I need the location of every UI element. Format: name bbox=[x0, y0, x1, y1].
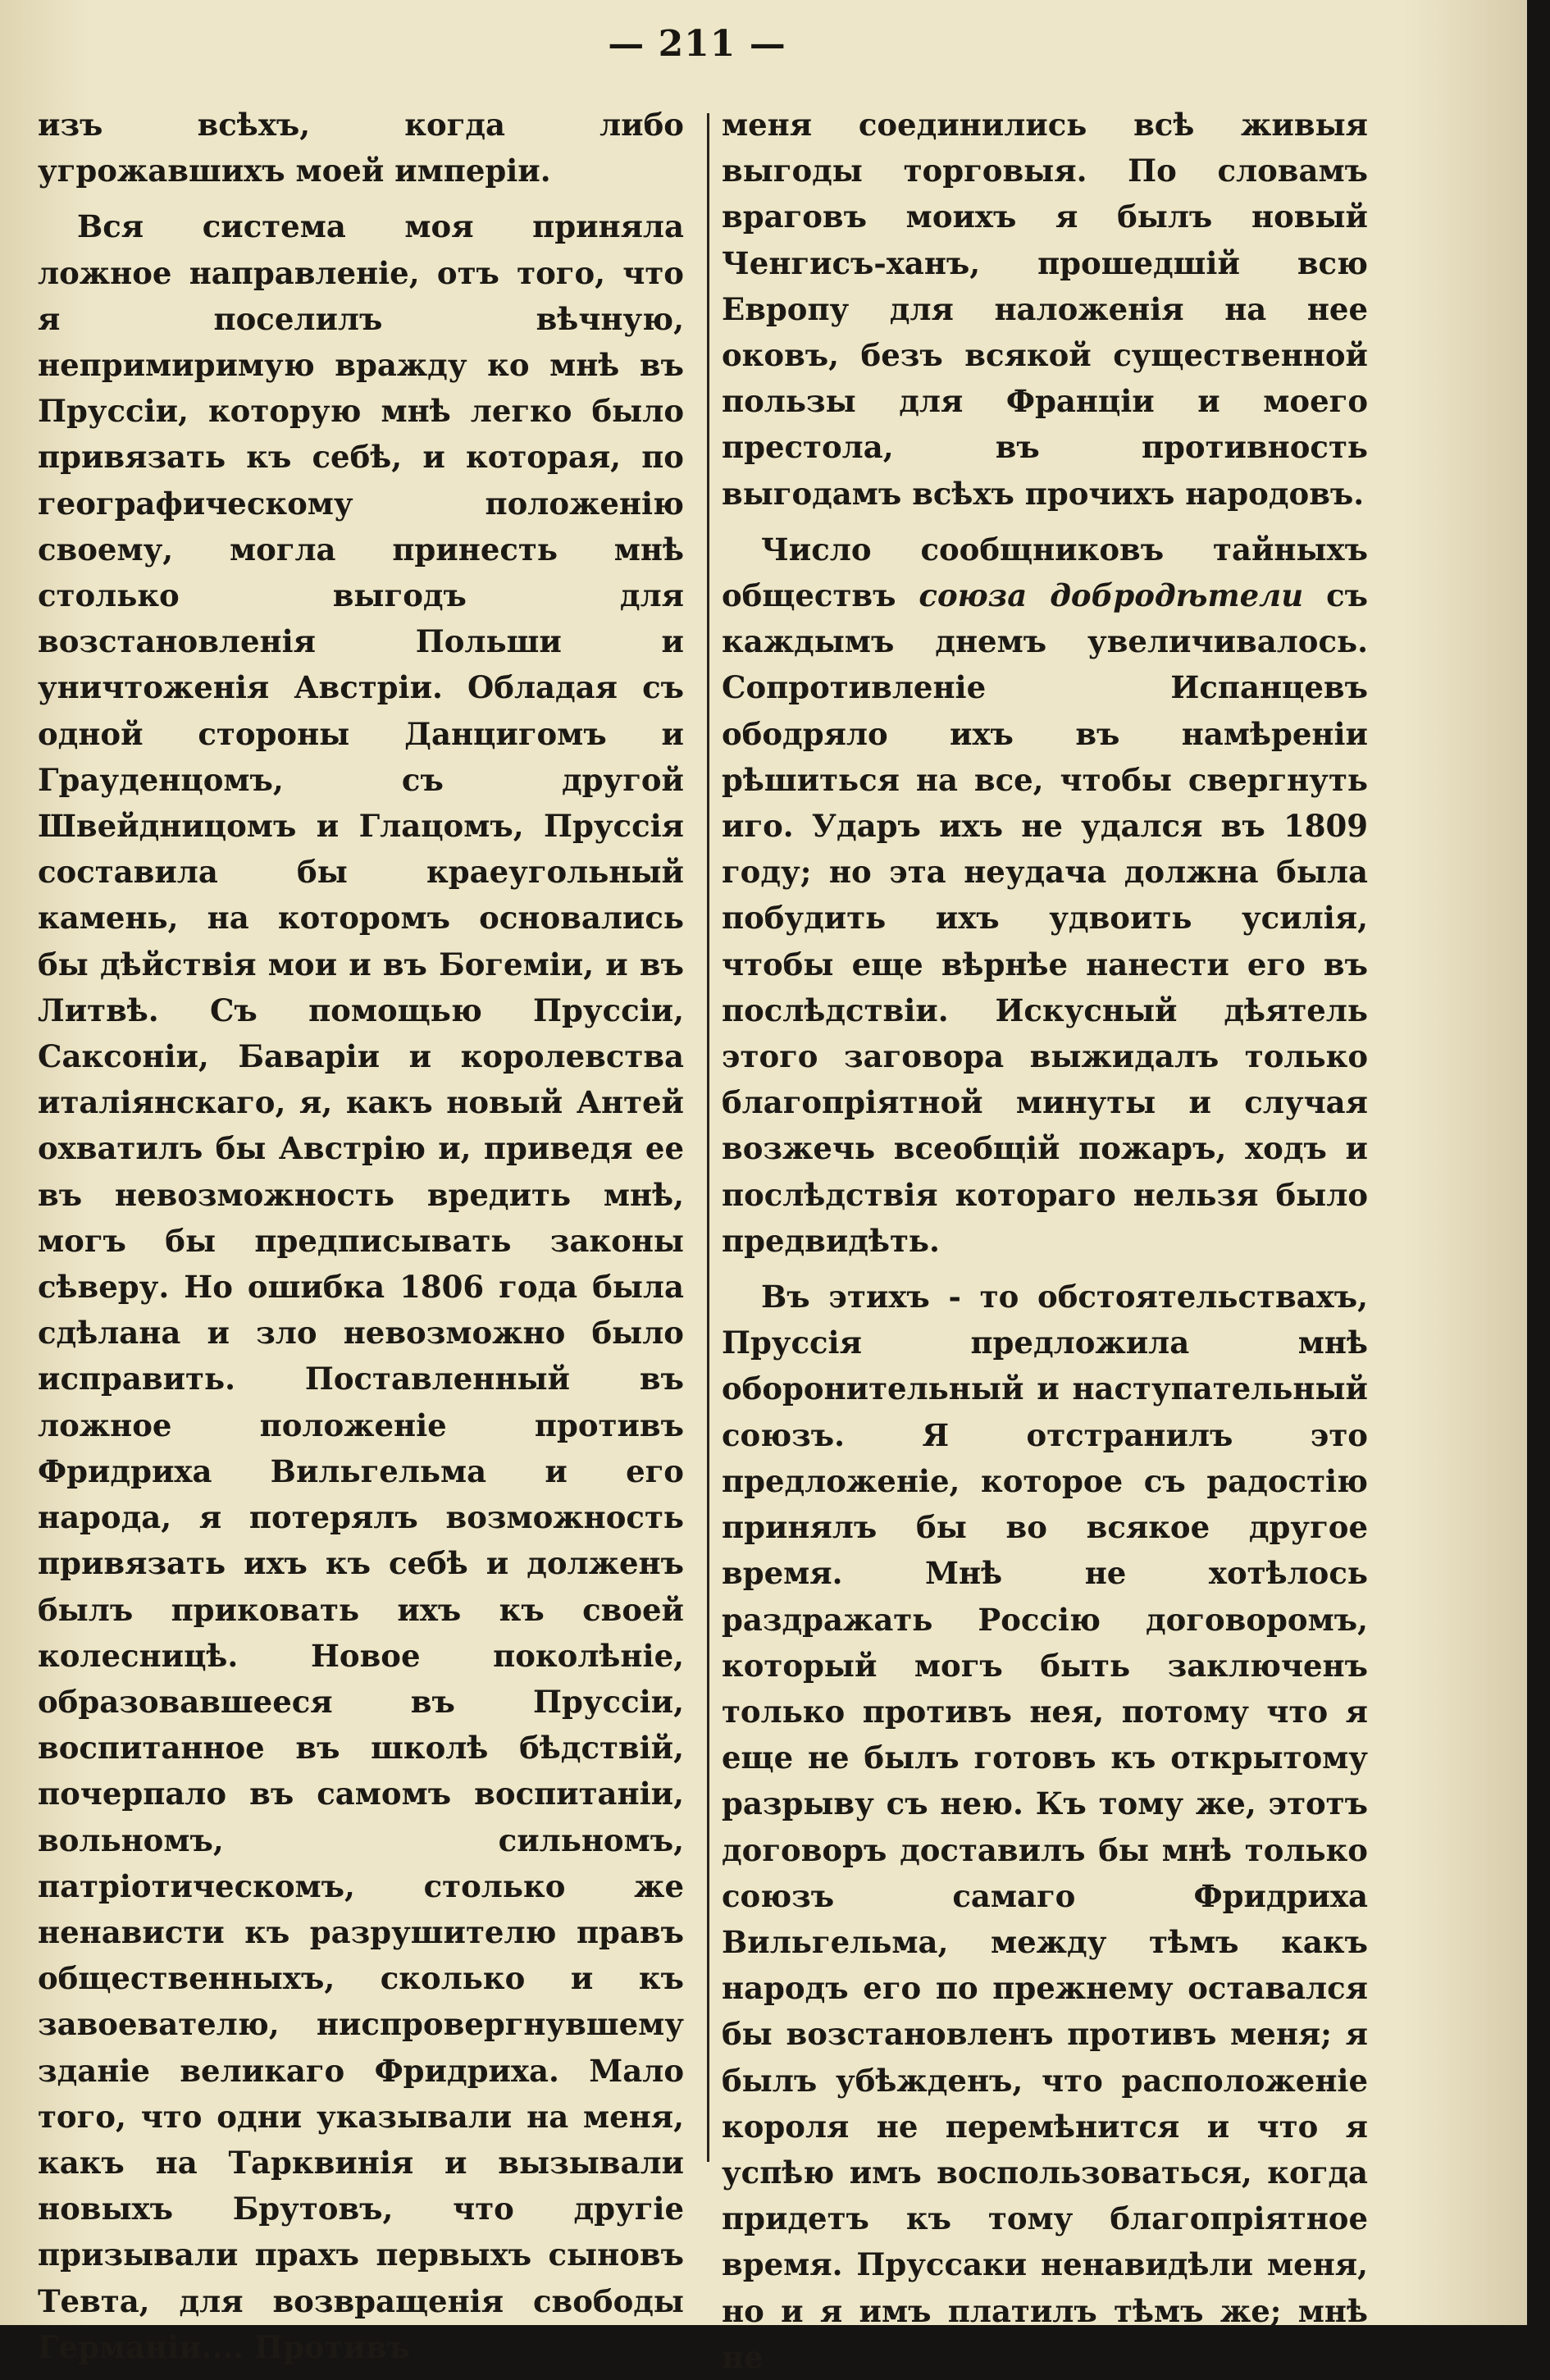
left-paragraph-1: изъ всѣхъ, когда либо угрожавшихъ моей имперіи. bbox=[38, 107, 684, 189]
right-column bbox=[722, 102, 1368, 2380]
right-paragraph-2 bbox=[722, 527, 1368, 1264]
right-paragraph-2-rest: съ каждымъ днемъ увеличивалось. Сопротивленіе Испанцевъ ободряло ихъ въ намѣреніи рѣшиться на все, чтобы свергнуть иго. Ударъ ихъ не удался въ 1809 году; но эта неудача должна была побудить ихъ удвоить усилія, чтобы еще вѣрнѣе нанести его въ послѣдствіи. Искусный дѣятель этого заговора выжидалъ только благопріятной минуты и случая возжечь всеобщій пожаръ, ходъ и послѣдствія котораго нельзя было предвидѣть. bbox=[722, 577, 1368, 1259]
left-paragraph-2: Вся система моя приняла ложное направленіе, отъ того, что я поселилъ вѣчную, непримиримую вражду ко мнѣ въ Пруссіи, которую мнѣ легко было привязать къ себѣ, и которая, по географическому положенію своему, могла принесть мнѣ столько выгодъ для возстановленія Польши и уничтоженія Австріи. Обладая съ одной стороны Данцигомъ и Грауденцомъ, съ другой Швейдницомъ и Глацомъ, Пруссія составила бы краеугольный камень, на которомъ основались бы дѣйствія мои и въ Богеміи, и въ Литвѣ. Съ помощью Пруссіи, Саксоніи, Баваріи и королевства италіянскаго, я, какъ новый Антей охватилъ бы Австрію и, приведя ее въ невозможность вредить мнѣ, могъ бы предписывать законы сѣверу. Но ошибка 1806 года была сдѣлана и зло невозможно было исправить. Поставленный въ ложное положеніе противъ Фридриха Вильгельма и его народа, я потерялъ возможность привязать ихъ къ себѣ и долженъ былъ приковать ихъ къ своей колесницѣ. Новое поколѣніе, образовавшееся въ Пруссіи, воспитанное въ школѣ бѣдствій, почерпало въ самомъ воспитаніи, вольномъ, сильномъ, патріотическомъ, столько же ненависти къ разрушителю правъ общественныхъ, сколько и къ завоевателю, ниспровергнувшему зданіе великаго Фридриха. Мало того, что одни указывали на меня, какъ на Тарквинія и вызывали новыхъ Брутовъ, что другіе призывали прахъ первыхъ сыновъ Тевта, для возвращенія свободы Германіи.... Противъ bbox=[38, 208, 684, 2365]
right-paragraph-2-start: Число сообщниковъ тайныхъ обществъ bbox=[722, 531, 1368, 614]
italic-phrase: союза добродѣтели bbox=[919, 577, 1304, 614]
right-paragraph-3: Въ этихъ - то обстоятельствахъ, Пруссія предложила мнѣ оборонительный и наступательный союзъ. Я отстранилъ это предложеніе, которое съ радостію принялъ бы во всякое другое время. Мнѣ не хотѣлось раздражать Россію договоромъ, который могъ быть заключенъ только противъ нея, потому что я еще не былъ готовъ къ открытому разрыву съ нею. Къ тому же, этотъ договоръ доставилъ бы мнѣ только союзъ самаго Фридриха Вильгельма, между тѣмъ какъ народъ его по прежнему оставался бы возстановленъ противъ меня; я былъ убѣжденъ, что расположеніе короля не перемѣнится и что я успѣю имъ воспользоваться, когда придетъ къ тому благопріятное время. Пруссаки ненавидѣли меня, но и я имъ платилъ тѣмъ же; мнѣ не bbox=[722, 1279, 1368, 2375]
page-number: — 211 — bbox=[608, 23, 786, 65]
left-column bbox=[38, 102, 684, 2370]
right-paragraph-1: меня соединились всѣ живыя выгоды торговыя. По словамъ враговъ моихъ я былъ новый Ченгисъ-ханъ, прошедшій всю Европу для наложенія на нее оковъ, безъ всякой существенной пользы для Франціи и моего престола, въ противность выгодамъ всѣхъ прочихъ народовъ. bbox=[722, 107, 1368, 512]
column-divider bbox=[707, 113, 709, 2162]
